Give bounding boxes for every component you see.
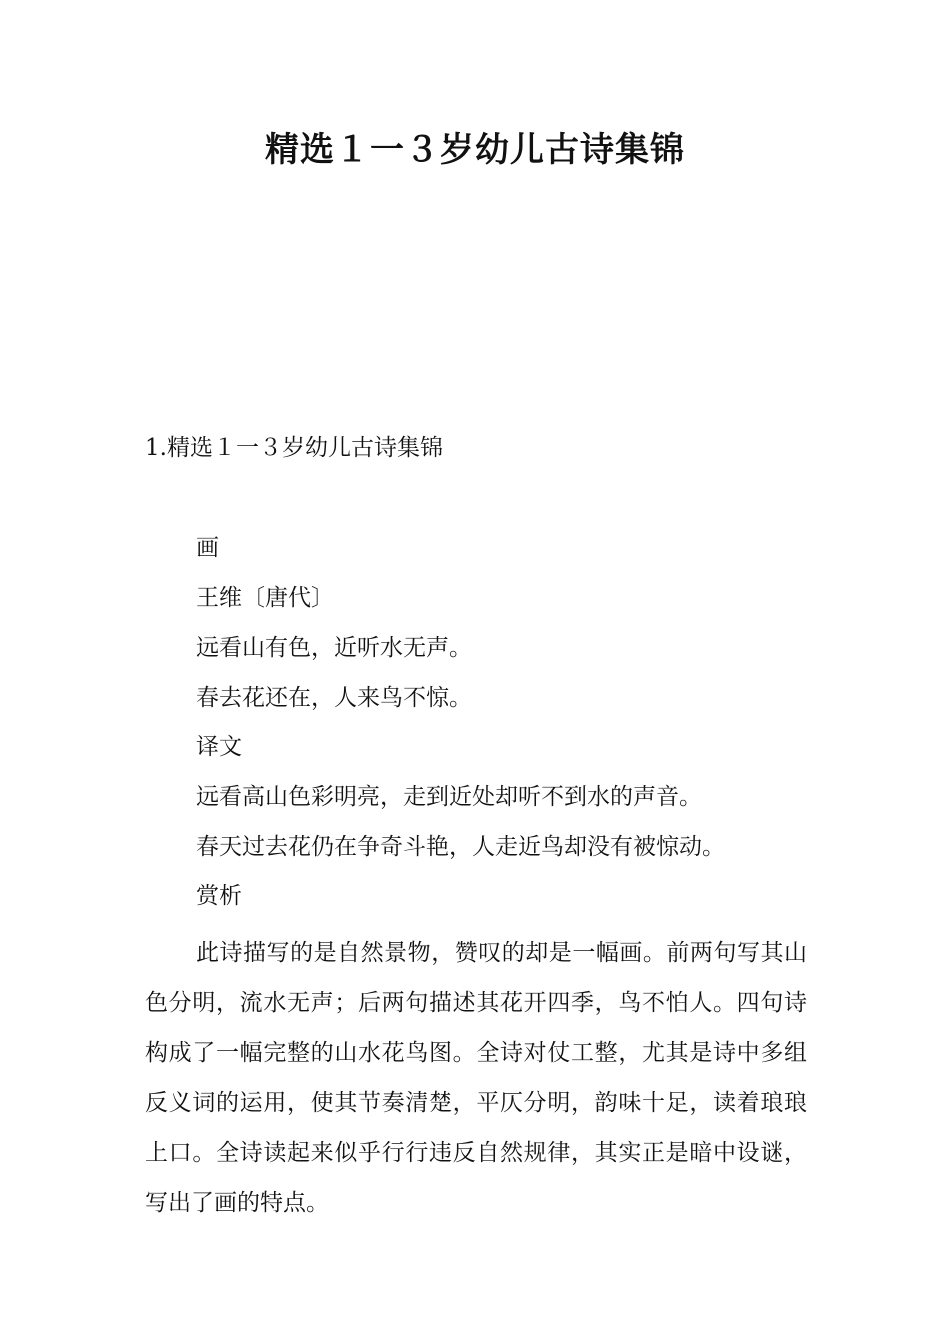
translation-line-1: 远看高山色彩明亮，走到近处却听不到水的声音。	[196, 784, 702, 810]
poem-line-2: 春去花还在，人来鸟不惊。	[196, 685, 472, 711]
poem-author: 王维〔唐代〕	[196, 585, 334, 611]
poem-line-1: 远看山有色，近听水无声。	[196, 635, 472, 661]
poem-title: 画	[196, 535, 219, 561]
appreciation-paragraph: 此诗描写的是自然景物，赞叹的却是一幅画。前两句写其山色分明，流水无声；后两句描述其花开四季，鸟不怕人。四句诗构成了一幅完整的山水花鸟图。全诗对仗工整，尤其是诗中多组反义词的运用，使其节奏清楚，平仄分明，韵味十足，读着琅琅上口。全诗读起来似乎行行违反自然规律，其实正是暗中设谜，写出了画的特点。	[145, 940, 807, 1216]
translation-line-2: 春天过去花仍在争奇斗艳，人走近鸟却没有被惊动。	[196, 834, 725, 860]
translation-heading: 译文	[196, 734, 242, 760]
appreciation-heading: 赏析	[196, 883, 242, 909]
section-heading: 1.精选１一３岁幼儿古诗集锦	[145, 435, 443, 461]
document-title: 精选１一３岁幼儿古诗集锦	[265, 130, 685, 170]
